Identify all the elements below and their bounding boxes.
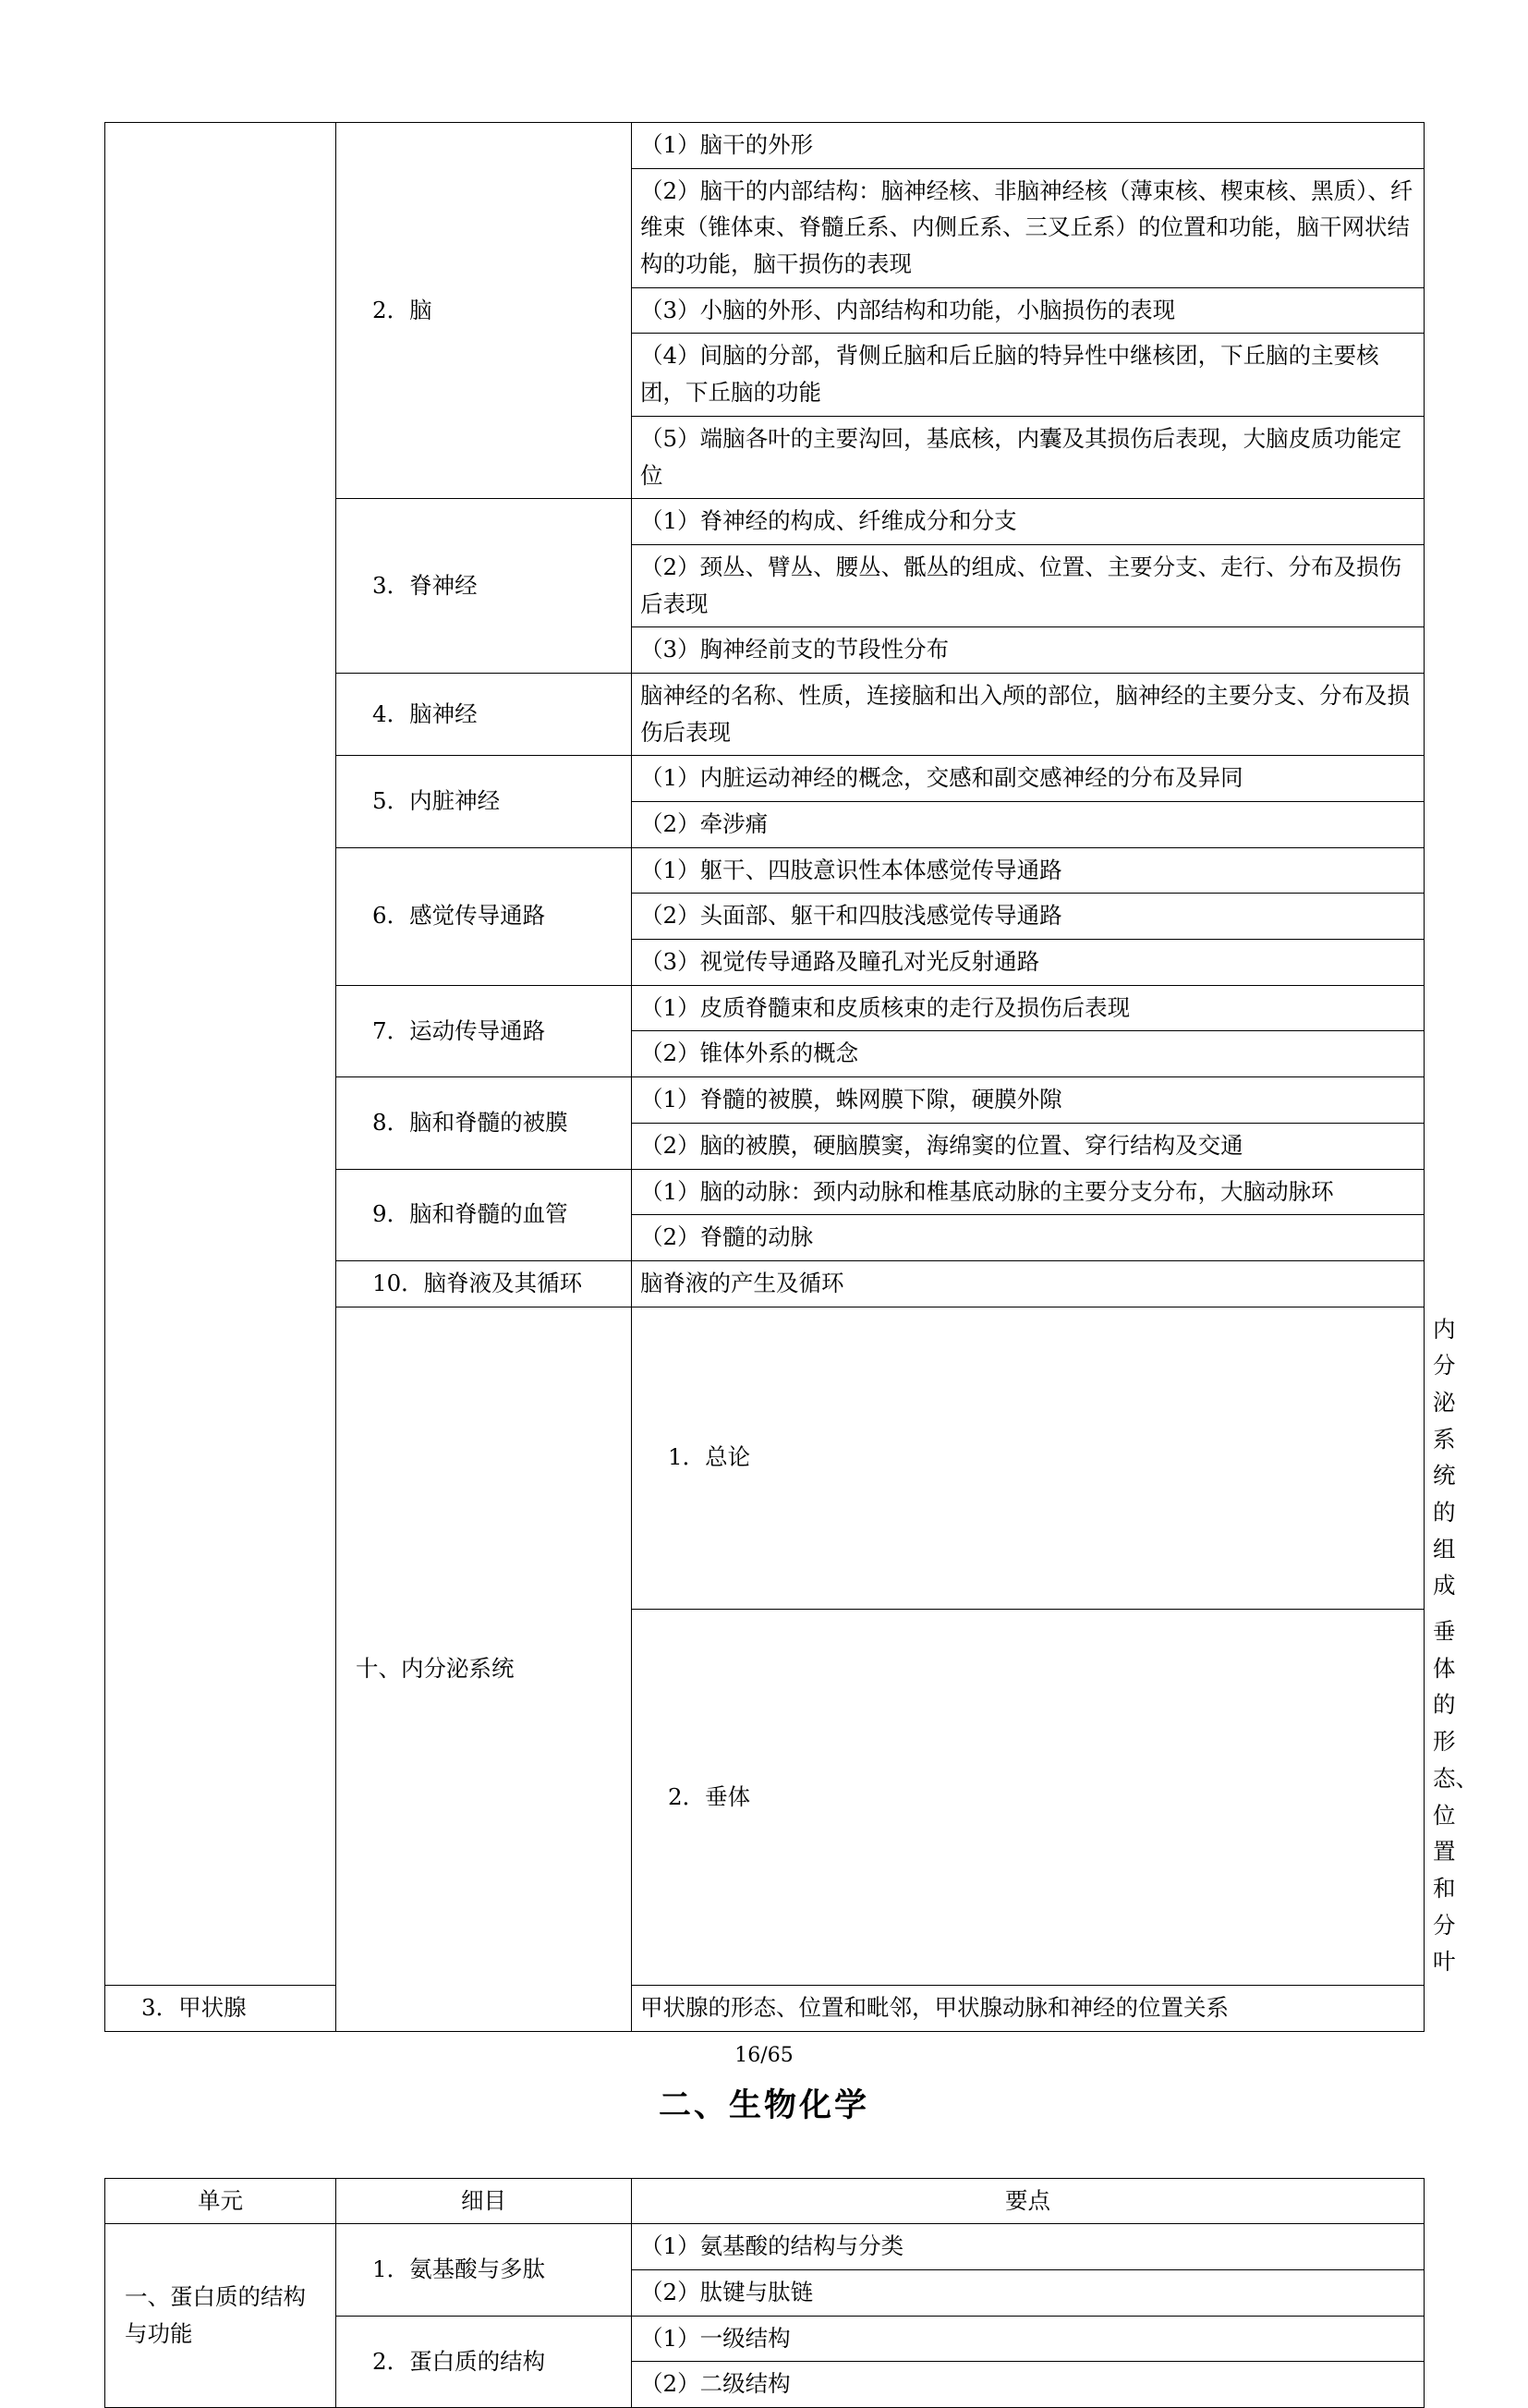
detail-label: 9．脑和脊髓的血管 [372, 1200, 568, 1228]
detail-cell-protein-structure [336, 2316, 632, 2407]
point-cell: 甲状腺的形态、位置和毗邻，甲状腺动脉和神经的位置关系 [632, 1985, 1425, 2031]
point-cell: （1）脑干的外形 [632, 123, 1425, 169]
detail-label: 8．脑和脊髓的被膜 [372, 1108, 568, 1136]
column-header-detail: 细目 [336, 2178, 632, 2224]
point-cell: 脑神经的名称、性质，连接脑和出入颅的部位，脑神经的主要分支、分布及损伤后表现 [632, 673, 1425, 755]
detail-cell-thyroid [105, 1985, 336, 2031]
point-cell: （2）颈丛、臂丛、腰丛、骶丛的组成、位置、主要分支、走行、分布及损伤后表现 [632, 544, 1425, 626]
biochemistry-table-head [105, 2178, 1425, 2224]
biochemistry-table-body [105, 2224, 1425, 2408]
detail-label: 10．脑脊液及其循环 [372, 1269, 583, 1296]
detail-label: 6．感觉传导通路 [372, 902, 546, 930]
detail-cell-sensory-pathways [336, 847, 632, 985]
point-cell: （4）间脑的分部，背侧丘脑和后丘脑的特异性中继核团，下丘脑的主要核团，下丘脑的功能 [632, 334, 1425, 416]
table-row: 十、内分泌系统 1．总论 内分泌系统的组成 [105, 1307, 1425, 1610]
point-cell: （2）锥体外系的概念 [632, 1031, 1425, 1077]
detail-label: 4．脑神经 [372, 699, 478, 727]
detail-cell-meninges [336, 1077, 632, 1169]
detail-label: 2．蛋白质的结构 [372, 2347, 546, 2375]
table-header-row [105, 2178, 1425, 2224]
detail-label: 1．总论 [668, 1443, 751, 1471]
detail-label: 1．氨基酸与多肽 [372, 2256, 546, 2283]
detail-cell-brain [336, 123, 632, 499]
point-cell: （2）脑的被膜，硬脑膜窦，海绵窦的位置、穿行结构及交通 [632, 1123, 1425, 1169]
point-cell: （2）二级结构 [632, 2362, 1425, 2408]
detail-cell-csf [336, 1260, 632, 1307]
table-row [105, 1985, 1425, 2031]
detail-cell-spinal-nerves [336, 499, 632, 674]
point-cell: （3）小脑的外形、内部结构和功能，小脑损伤的表现 [632, 287, 1425, 334]
point-cell: （1）一级结构 [632, 2316, 1425, 2362]
point-cell: （2）肽键与肽链 [632, 2270, 1425, 2317]
anatomy-table-body [105, 123, 1478, 2032]
point-cell: （2）头面部、躯干和四肢浅感觉传导通路 [632, 894, 1425, 940]
page-footer [0, 2044, 1528, 2067]
table-row [105, 2224, 1425, 2270]
anatomy-outline-table [104, 122, 1478, 2032]
unit-label: 一、蛋白质的结构与功能 [125, 2283, 306, 2347]
unit-label: 十、内分泌系统 [356, 1654, 515, 1682]
detail-label: 7．运动传导通路 [372, 1016, 546, 1044]
point-cell: 脑脊液的产生及循环 [632, 1260, 1425, 1307]
point-cell: （3）视觉传导通路及瞳孔对光反射通路 [632, 940, 1425, 986]
point-cell: （1）脑的动脉：颈内动脉和椎基底动脉的主要分支分布，大脑动脉环 [632, 1169, 1425, 1215]
unit-cell-nervous-system-continued [105, 123, 336, 1986]
point-cell: （5）端脑各叶的主要沟回，基底核，内囊及其损伤后表现，大脑皮质功能定位 [632, 416, 1425, 498]
point-cell: （1）氨基酸的结构与分类 [632, 2224, 1425, 2270]
point-cell: （3）胸神经前支的节段性分布 [632, 627, 1425, 674]
point-cell: （2）脊髓的动脉 [632, 1215, 1425, 1261]
unit-cell-protein-structure-function [105, 2224, 336, 2408]
detail-cell-motor-pathways [336, 985, 632, 1076]
unit-cell-endocrine-system [336, 1307, 632, 2031]
detail-cell-cranial-nerves [336, 673, 632, 755]
table-row: 2．垂体 垂体的形态、位置和分叶 [105, 1610, 1425, 1986]
page-title: 二、生物化学 [658, 2086, 869, 2124]
column-header-point: 要点 [632, 2178, 1425, 2224]
table-row [105, 123, 1425, 169]
point-cell: （2）牵涉痛 [632, 802, 1425, 848]
point-cell: （1）脊髓的被膜，蛛网膜下隙，硬膜外隙 [632, 1077, 1425, 1124]
point-cell: （1）皮质脊髓束和皮质核束的走行及损伤后表现 [632, 985, 1425, 1031]
point-cell: （1）躯干、四肢意识性本体感觉传导通路 [632, 847, 1425, 894]
point-cell: （1）脊神经的构成、纤维成分和分支 [632, 499, 1425, 545]
point-cell: （2）脑干的内部结构：脑神经核、非脑神经核（薄束核、楔束核、黑质）、纤维束（锥体束、脊髓丘系、内侧丘系、三叉丘系）的位置和功能，脑干网状结构的功能，脑干损伤的表现 [632, 168, 1425, 287]
detail-cell-endocrine-overview [632, 1307, 1425, 1610]
detail-label: 2．垂体 [668, 1782, 751, 1810]
biochemistry-outline-table [104, 2178, 1425, 2408]
detail-label: 3．甲状腺 [141, 1993, 247, 2021]
point-cell: （1）内脏运动神经的概念，交感和副交感神经的分布及异同 [632, 756, 1425, 802]
spacer-below-section-title [104, 2126, 1424, 2178]
column-header-unit: 单元 [105, 2178, 336, 2224]
detail-cell-pituitary [632, 1610, 1425, 1986]
detail-label: 5．内脏神经 [372, 787, 501, 815]
detail-cell-visceral-nerves [336, 756, 632, 847]
detail-cell-amino-acids-peptides [336, 2224, 632, 2316]
detail-cell-vessels [336, 1169, 632, 1260]
detail-label: 3．脊神经 [372, 571, 478, 599]
page-number: 16/65 [734, 2044, 794, 2067]
detail-label: 2．脑 [372, 296, 432, 323]
